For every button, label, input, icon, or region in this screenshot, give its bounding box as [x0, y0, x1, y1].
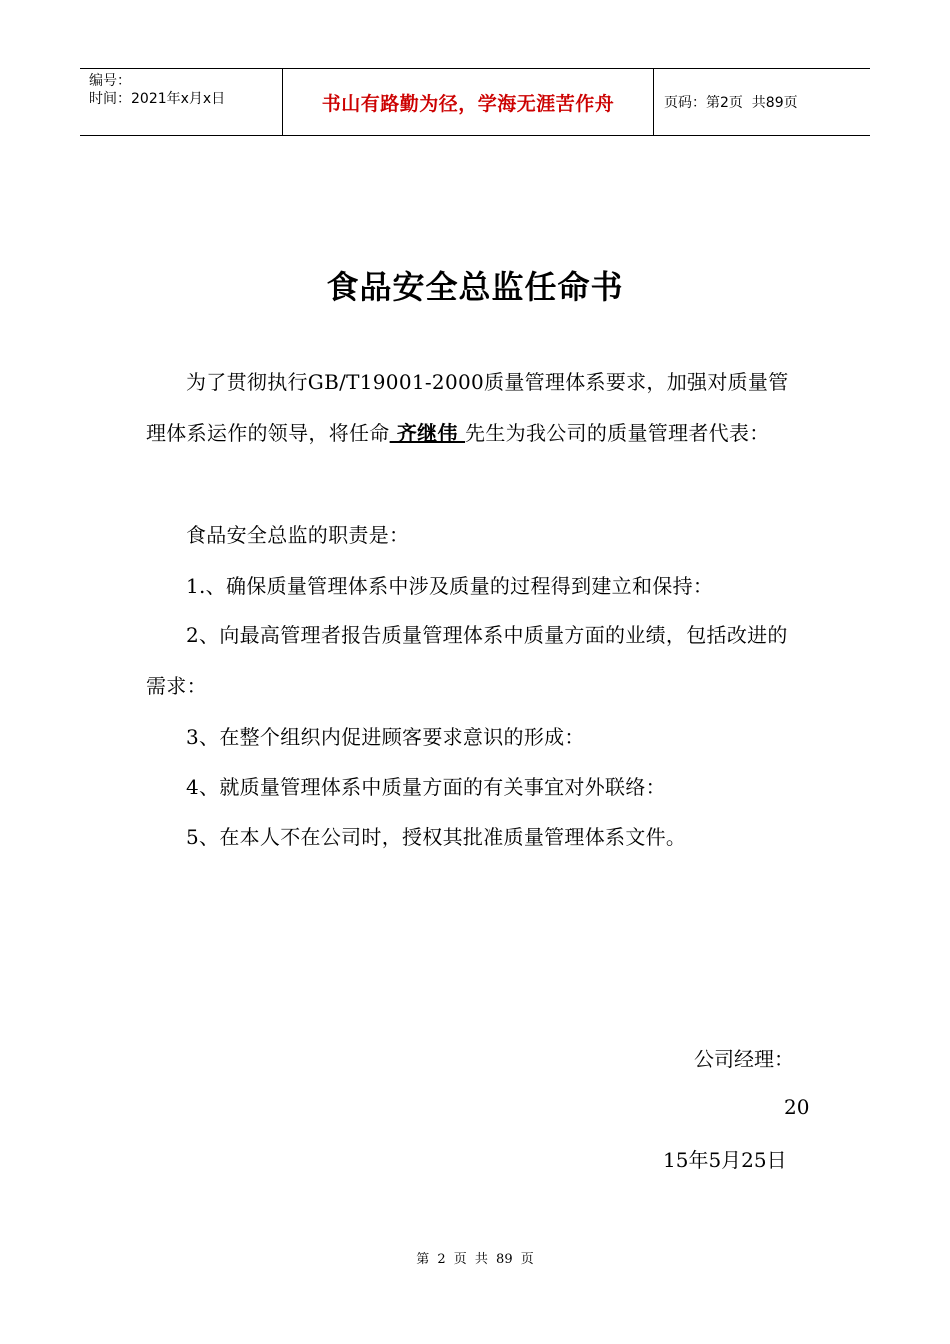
header-motto: 书山有路勤为径，学海无涯苦作舟: [282, 69, 654, 135]
duty-item-2: 2、向最高管理者报告质量管理体系中质量方面的业绩，包括改进的需求：: [146, 623, 788, 698]
intro-text-after: 先生为我公司的质量管理者代表：: [465, 421, 770, 445]
appointee-name: 齐继伟: [389, 421, 466, 445]
duty-item-4: 4、就质量管理体系中质量方面的有关事宜对外联络：: [186, 775, 666, 799]
intro-text-before: 为了贯彻执行GB/T19001-2000质量管理体系要求，加强对质量管理体系运作的领导，将任命: [146, 370, 789, 445]
duty-item-5: 5、在本人不在公司时，授权其批准质量管理体系文件。: [186, 825, 687, 849]
header-meta: [80, 69, 282, 135]
duty-item-3: 3、在整个组织内促进顾客要求意识的形成：: [186, 725, 585, 749]
date-rest: 15年5月25日: [663, 1148, 787, 1172]
date-year-prefix: 20: [784, 1095, 810, 1119]
header-page-info: [654, 69, 870, 135]
document-title: 食品安全总监任命书: [326, 268, 624, 306]
intro-paragraph: [146, 357, 806, 459]
page-footer: 第 2 页 共 89 页: [416, 1252, 534, 1267]
duties-heading: 食品安全总监的职责是：: [186, 523, 410, 547]
time-label: 时间：2021年x月x日: [89, 91, 226, 107]
duty-item-1: 1.、确保质量管理体系中涉及质量的过程得到建立和保持：: [186, 574, 714, 598]
document-header: [80, 68, 870, 136]
page-info-text: 页码：第2页 共89页: [664, 95, 798, 111]
signature-label: 公司经理：: [694, 1047, 794, 1071]
number-label: 编号：: [89, 73, 131, 89]
